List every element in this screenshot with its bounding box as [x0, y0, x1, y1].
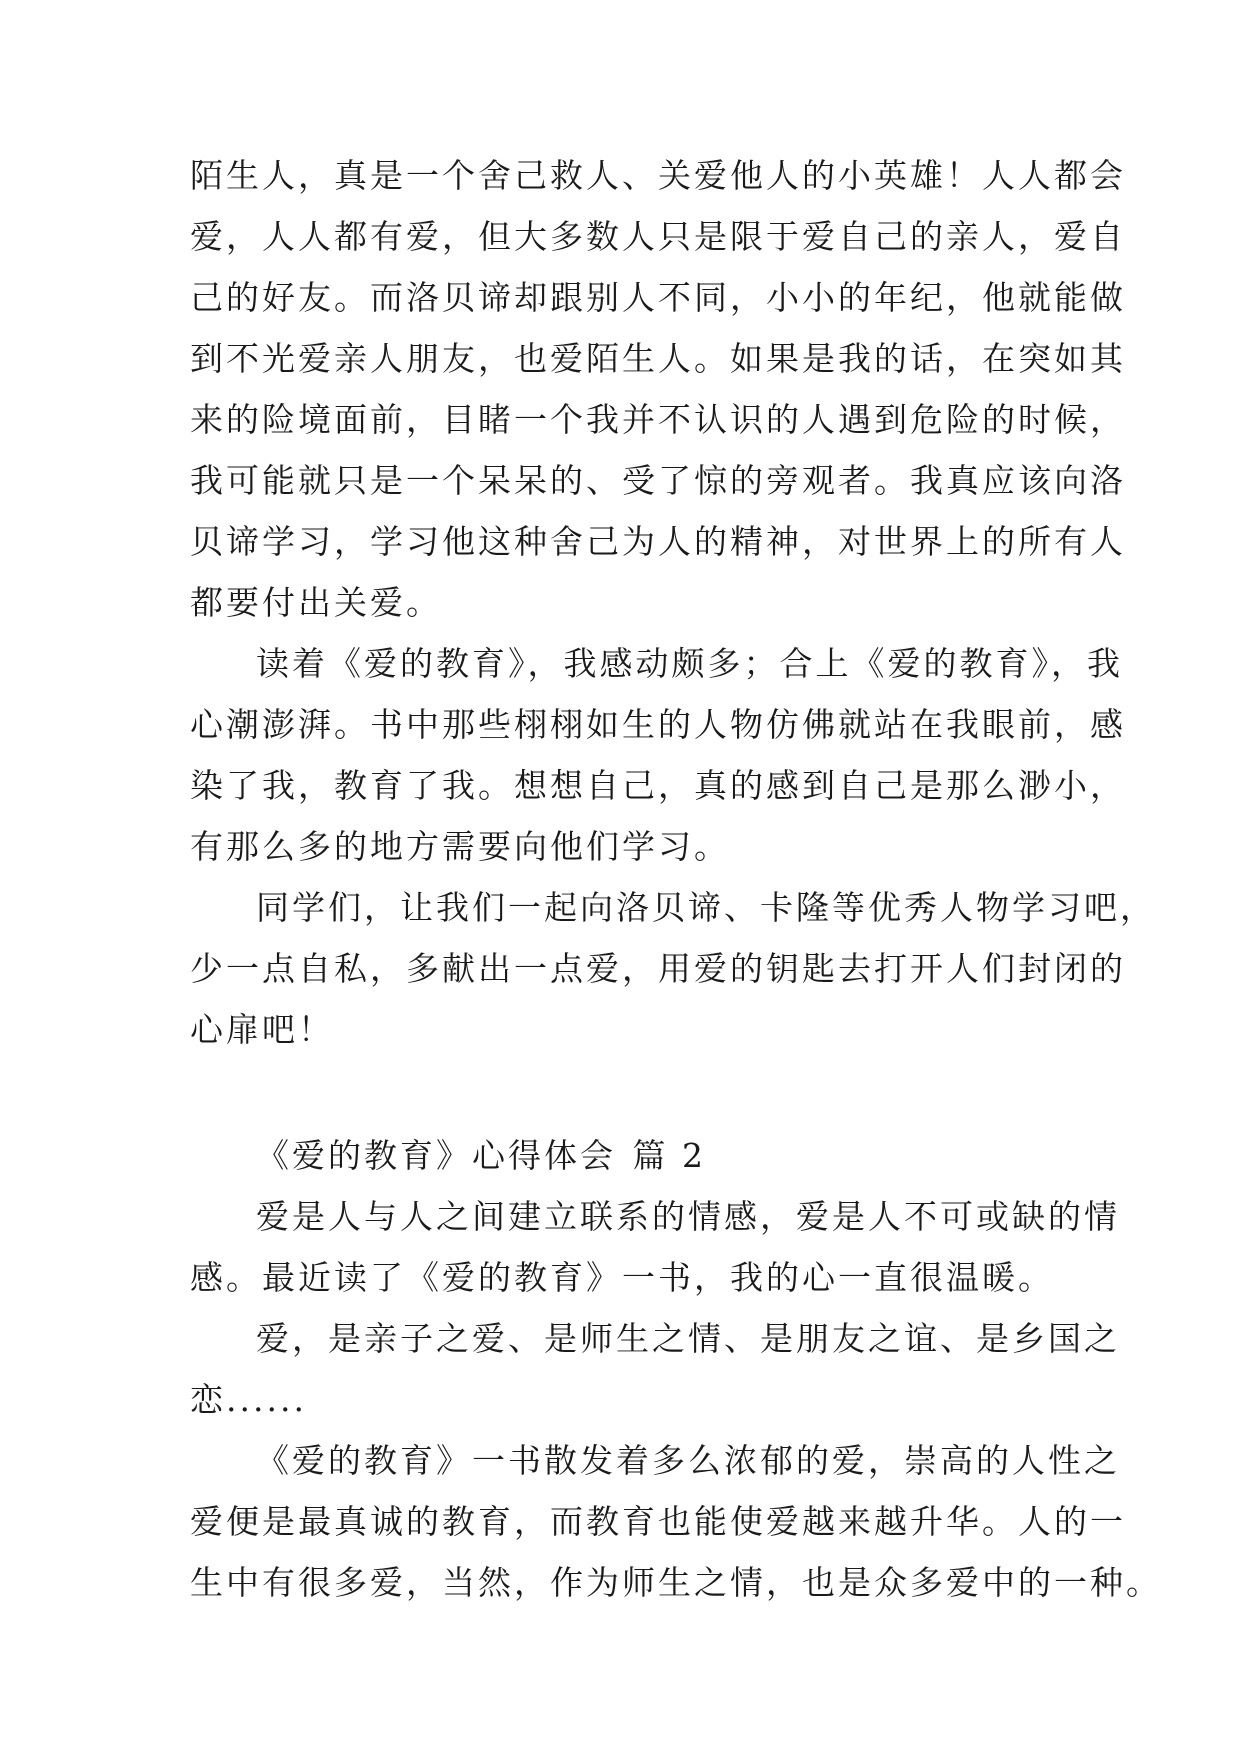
paragraph-2-line: 有那么多的地方需要向他们学习。 — [190, 827, 730, 866]
paragraph-4-line: 爱是人与人之间建立联系的情感，爱是人不可或缺的情 — [256, 1197, 1120, 1236]
text-body-top — [190, 145, 1162, 1613]
paragraph-3-line: 少一点自私，多献出一点爱，用爱的钥匙去打开人们封闭的 — [190, 949, 1126, 988]
paragraph-6-line: 爱便是最真诚的教育，而教育也能使爱越来越升华。人的一 — [190, 1502, 1126, 1541]
paragraph-2-line: 染了我，教育了我。想想自己，真的感到自己是那么渺小， — [190, 766, 1126, 805]
paragraph-1 — [190, 145, 1126, 633]
section-heading-title: 《爱的教育》心得体会 — [256, 1136, 616, 1175]
paragraph-5-line: 恋...... — [190, 1380, 307, 1419]
paragraph-1-line: 都要付出关爱。 — [190, 583, 442, 622]
paragraph-1-line: 到不光爱亲人朋友，也爱陌生人。如果是我的话，在突如其 — [190, 339, 1126, 378]
section-spacer — [190, 1060, 1050, 1125]
paragraph-1-line: 爱，人人都有爱，但大多数人只是限于爱自己的亲人，爱自 — [190, 217, 1126, 256]
paragraph-4-line: 感。最近读了《爱的教育》一书，我的心一直很温暖。 — [190, 1258, 1054, 1297]
paragraph-5 — [190, 1308, 1120, 1430]
paragraph-1-line: 贝谛学习，学习他这种舍己为人的精神，对世界上的所有人 — [190, 522, 1126, 561]
paragraph-2-line: 心潮澎湃。书中那些栩栩如生的人物仿佛就站在我眼前，感 — [190, 705, 1126, 744]
paragraph-3-line: 同学们，让我们一起向洛贝谛、卡隆等优秀人物学习吧， — [256, 888, 1156, 927]
paragraph-5-line: 爱，是亲子之爱、是师生之情、是朋友之谊、是乡国之 — [256, 1319, 1120, 1358]
paragraph-6 — [190, 1430, 1162, 1613]
section-heading-number: 篇 2 — [632, 1136, 706, 1175]
paragraph-1-line: 己的好友。而洛贝谛却跟别人不同，小小的年纪，他就能做 — [190, 278, 1126, 317]
paragraph-3 — [190, 877, 1156, 1060]
paragraph-2-line: 读着《爱的教育》，我感动颇多；合上《爱的教育》，我 — [256, 644, 1123, 683]
paragraph-2 — [190, 633, 1126, 877]
paragraph-6-line: 《爱的教育》一书散发着多么浓郁的爱，崇高的人性之 — [256, 1441, 1120, 1480]
paragraph-4 — [190, 1186, 1120, 1308]
section-heading — [190, 1125, 1050, 1186]
paragraph-6-line: 生中有很多爱，当然，作为师生之情，也是众多爱中的一种。 — [190, 1563, 1162, 1602]
paragraph-1-line: 我可能就只是一个呆呆的、受了惊的旁观者。我真应该向洛 — [190, 461, 1126, 500]
paragraph-3-line: 心扉吧！ — [190, 1010, 334, 1049]
paragraph-1-line: 来的险境面前，目睹一个我并不认识的人遇到危险的时候， — [190, 400, 1126, 439]
paragraph-1-line: 陌生人，真是一个舍己救人、关爱他人的小英雄！人人都会 — [190, 156, 1126, 195]
